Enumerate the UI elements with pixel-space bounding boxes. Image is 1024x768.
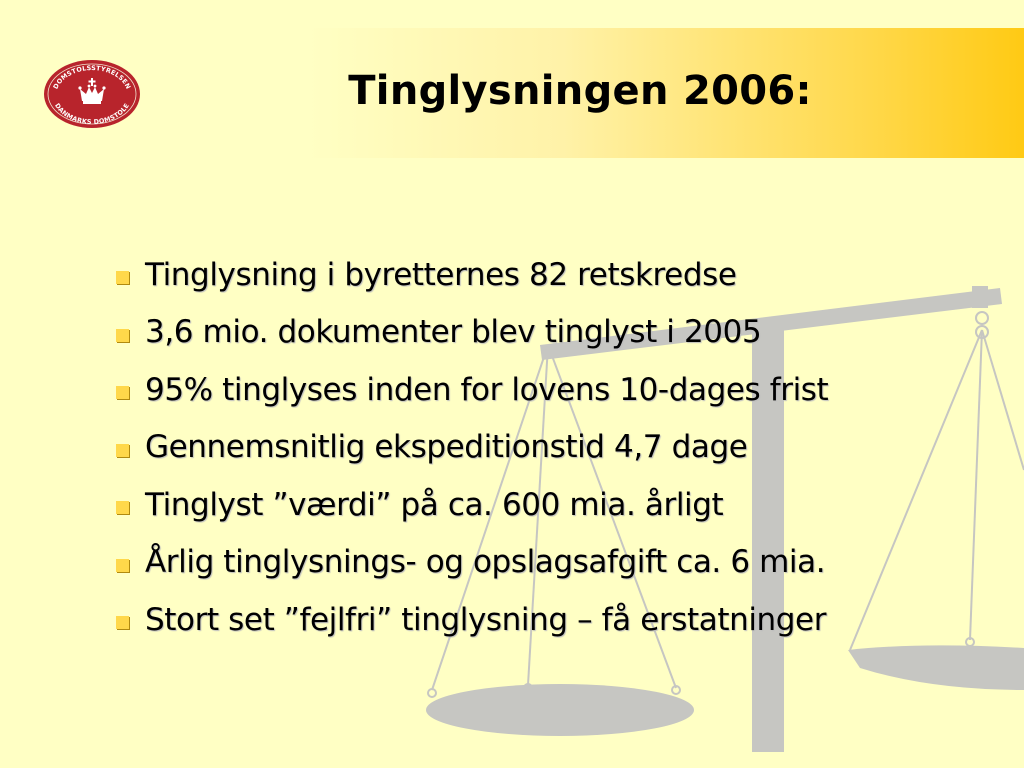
logo-bottom-text: DANMARKS DOMSTOLE [53,101,131,127]
bullet-text: Stort set ”fejlfri” tinglysning – få erstatninger [145,601,827,638]
bullet-text: Årlig tinglysnings- og opslagsafgift ca. 6 mia. [145,544,826,581]
bullet-item [116,476,828,534]
bullet-text: Gennemsnitlig ekspeditionstid 4,7 dage [145,429,748,466]
bullet-square-icon [116,444,129,457]
bullet-text: 95% tinglyses inden for lovens 10-dages frist [145,371,829,408]
slide-title: Tinglysningen 2006: [348,68,812,114]
bullet-text: Tinglysning i byretternes 82 retskredse [145,256,737,293]
bullet-square-icon [116,559,129,572]
bullet-text: Tinglyst ”værdi” på ca. 600 mia. årligt [145,486,724,523]
logo-top-text: DOMSTOLSSTYRELSEN [51,63,133,91]
bullet-item [116,304,828,362]
bullet-list [116,246,828,649]
bullet-item [116,534,828,592]
bullet-item [116,419,828,477]
bullet-item [116,246,828,304]
bullet-square-icon [116,386,129,399]
bullet-item [116,361,828,419]
bullet-item [116,591,828,649]
bullet-square-icon [116,616,129,629]
bullet-square-icon [116,271,129,284]
bullet-text: 3,6 mio. dokumenter blev tinglyst i 2005 [145,314,762,351]
bullet-square-icon [116,329,129,342]
bullet-square-icon [116,501,129,514]
domstolsstyrelsen-logo [42,58,142,130]
